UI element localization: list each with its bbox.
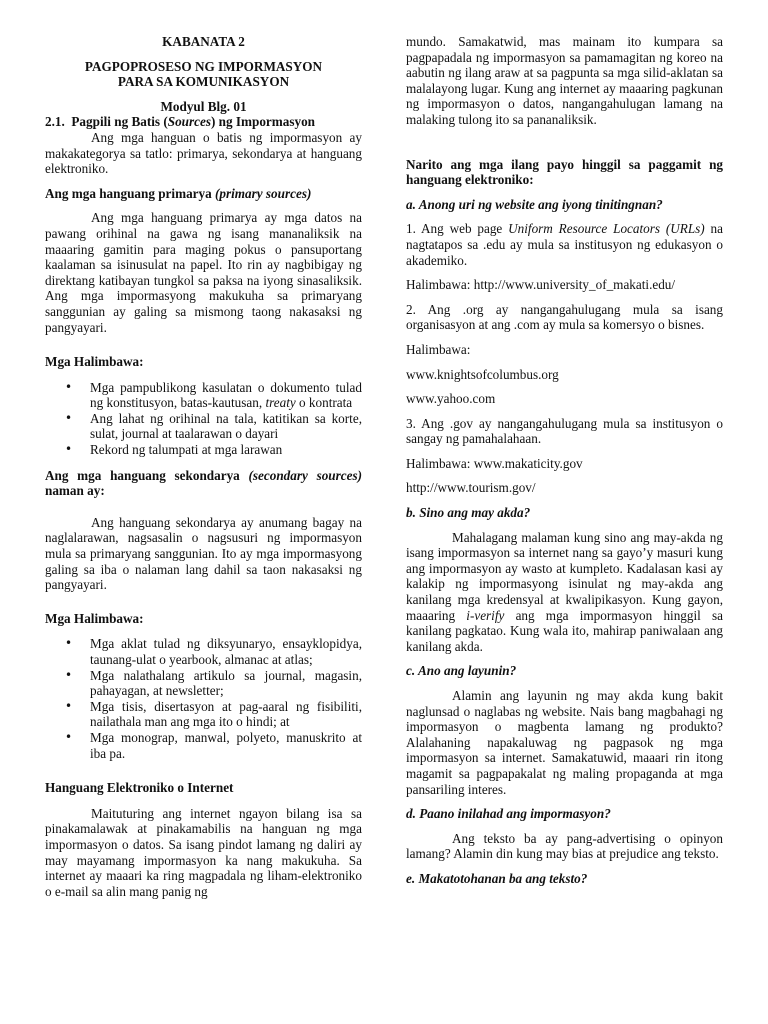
chapter-title-line-1: PAGPOPROSESO NG IMPORMASYON [84,58,323,74]
examples-heading-1: Mga Halimbawa: [45,354,144,370]
list-item: • Mga aklat tulad ng diksyunaryo, ensayklopidya, taunang-ulat o yearbook, almanac at atlas; [45,636,362,667]
left-column [45,34,362,899]
web-tip-1: 1. Ang web page Uniform Resource Locators (URLs) na nagtatapos sa .edu ay mula sa institusyon ng edukasyon o akademiko. [406,221,723,268]
electronic-paragraph: Maituturing ang internet ngayon bilang isa sa pinakamalawak at pinakamabilis na hanguan ng mga impormasyon o datos. Sa isang pindot lamang ng daliri ay may mayamang impormasyon ka nang makukuha. Sa internet ay maaari ka ring magpadala ng liham-elektroniko o e-mail sa alin mang panig ng [45,805,362,899]
question-c: c. Ano ang layunin? [406,663,517,679]
list-item: • Mga pampublikong kasulatan o dokumento tulad ng konstitusyon, batas-kautusan, treaty o kontrata [45,380,362,411]
secondary-heading-suffix: naman ay: [45,483,105,499]
question-a: a. Anong uri ng website ang iyong tinitingnan? [406,196,663,212]
list-item: • Rekord ng talumpati at mga larawan [45,442,362,458]
secondary-heading [45,468,362,499]
section-title-part-3: ) ng Impormasyon [210,114,316,130]
electronic-heading: Hanguang Elektroniko o Internet [45,780,234,796]
author-paragraph: Mahalagang malaman kung sino ang may-akda ng isang impormasyon sa internet nang sa gayo’y masuri kung ang impormasyon ay wasto at kumpleto. Kadalasan kasi ay kalakip ng impormasyong isinulat ng may-akda ang kanilang mga kredensyal at kwalipikasyon. Kung gayon, maaaring i-verify ang mga impormasyon hinggil sa kanilang pagkatao. Kung wala ito, mahirap paniwalaan ang kanilang akda. [406,529,724,654]
example-com: www.yahoo.com [406,391,496,407]
section-title-part-2: Sources [167,114,211,130]
purpose-paragraph: Alamin ang layunin ng may akda kung bakit naglunsad o naglabas ng website. Nais bang magbahagi ng impormasyon o magbenta lamang ng produkto? Alalahaning napakaluwag ng pagpasok ng mga impormasyon sa internet. Samakatuwid, maaari rin itong magamit sa pagpapakalat ng maling propaganda at mga pansariling interes. [406,688,723,797]
section-heading [45,114,362,130]
secondary-paragraph: Ang hanguang sekondarya ay anumang bagay na naglalarawan, nagsasalin o nagsusuri ng impormasyon mula sa primaryang sanggunian. Ito ay mga impormasyong galing sa iba o nalaman lang dahil sa taon nakasaksi ng pangyayari. [45,514,362,593]
primary-heading-text: Ang mga hanguang primarya [45,185,215,201]
example-label: Halimbawa: [406,341,471,357]
right-column [406,34,723,887]
module-label: Modyul Blg. 01 [160,98,247,114]
intro-paragraph: Ang mga hanguan o batis ng impormasyon ay makakategorya sa tatlo: primarya, sekondarya at hanguang elektroniko. [45,129,362,177]
continued-paragraph: mundo. Samakatwid, mas mainam ito kumpara sa pagpapadala ng impormasyon sa pamamagitan ng koreo na aabutin ng ilang araw at sa pagpunta sa mga silid-aklatan sa malalayong lugar. Kung ang internet ay maaaring pagkunan ng impormasyon o datos, nangangahulugan lamang na malaking tulong ito sa pananaliksik. [406,34,723,127]
section-number: 2.1. [45,114,65,130]
list-item: • Mga monograp, manwal, polyeto, manuskrito at iba pa. [45,730,362,761]
example-gov: Halimbawa: www.makaticity.gov [406,455,583,471]
section-title-part-1: Pagpili ng Batis ( [71,114,168,130]
presentation-paragraph: Ang teksto ba ay pang-advertising o opinyon lamang? Alamin din kung may bias at prejudice ang teksto. [406,830,723,862]
secondary-heading-english: (secondary sources) [248,467,362,483]
chapter-title-line-2: PARA SA KOMUNIKASYON [117,74,290,90]
primary-heading-english: (primary sources) [215,185,312,201]
example-gov-2: http://www.tourism.gov/ [406,480,536,496]
secondary-examples-list [45,636,362,761]
question-e: e. Makatotohanan ba ang teksto? [406,870,588,886]
web-tip-3: 3. Ang .gov ay nangangahulugang mula sa institusyon o sangay ng pamahalahaan. [406,415,723,447]
examples-heading-2: Mga Halimbawa: [45,610,144,626]
tips-heading: Narito ang mga ilang payo hinggil sa paggamit ng hanguang elektroniko: [406,156,723,188]
example-org: www.knightsofcolumbus.org [406,366,559,382]
primary-examples-list [45,380,362,458]
example-edu: Halimbawa: http://www.university_of_makati.edu/ [406,277,676,293]
list-item: • Mga tisis, disertasyon at pag-aaral ng fisibiliti, nailathala man ang mga ito o hindi; at [45,699,362,730]
question-d: d. Paano inilahad ang impormasyon? [406,806,611,822]
chapter-label: KABANATA 2 [162,34,245,49]
secondary-heading-text: Ang mga hanguang sekondarya [45,467,249,483]
primary-heading [45,186,362,202]
web-tip-2: 2. Ang .org ay nangangahulugang mula sa isang organisasyon at ang .com ay mula sa komersyo o bisnes. [406,301,723,333]
list-item: • Mga nalathalang artikulo sa journal, magasin, pahayagan, at newsletter; [45,668,362,699]
question-b: b. Sino ang may akda? [406,505,531,521]
list-item: • Ang lahat ng orihinal na tala, katitikan sa korte, sulat, journal at taalarawan o dayari [45,411,362,442]
primary-paragraph: Ang mga hanguang primarya ay mga datos na pawang orihinal na gawa ng isang mananaliksik na maaaring gamitin para maging pokus o pansuportang kaalaman sa isinusulat na papel. Ito rin ay nagbibigay ng direktang katibayan tungkol sa paksa na iyong sinasaliksik. Ang mga impormasyong makukuha sa primaryang sanggunian ay galing sa mismong taong nakasaksi ng pangyayari. [45,210,362,335]
